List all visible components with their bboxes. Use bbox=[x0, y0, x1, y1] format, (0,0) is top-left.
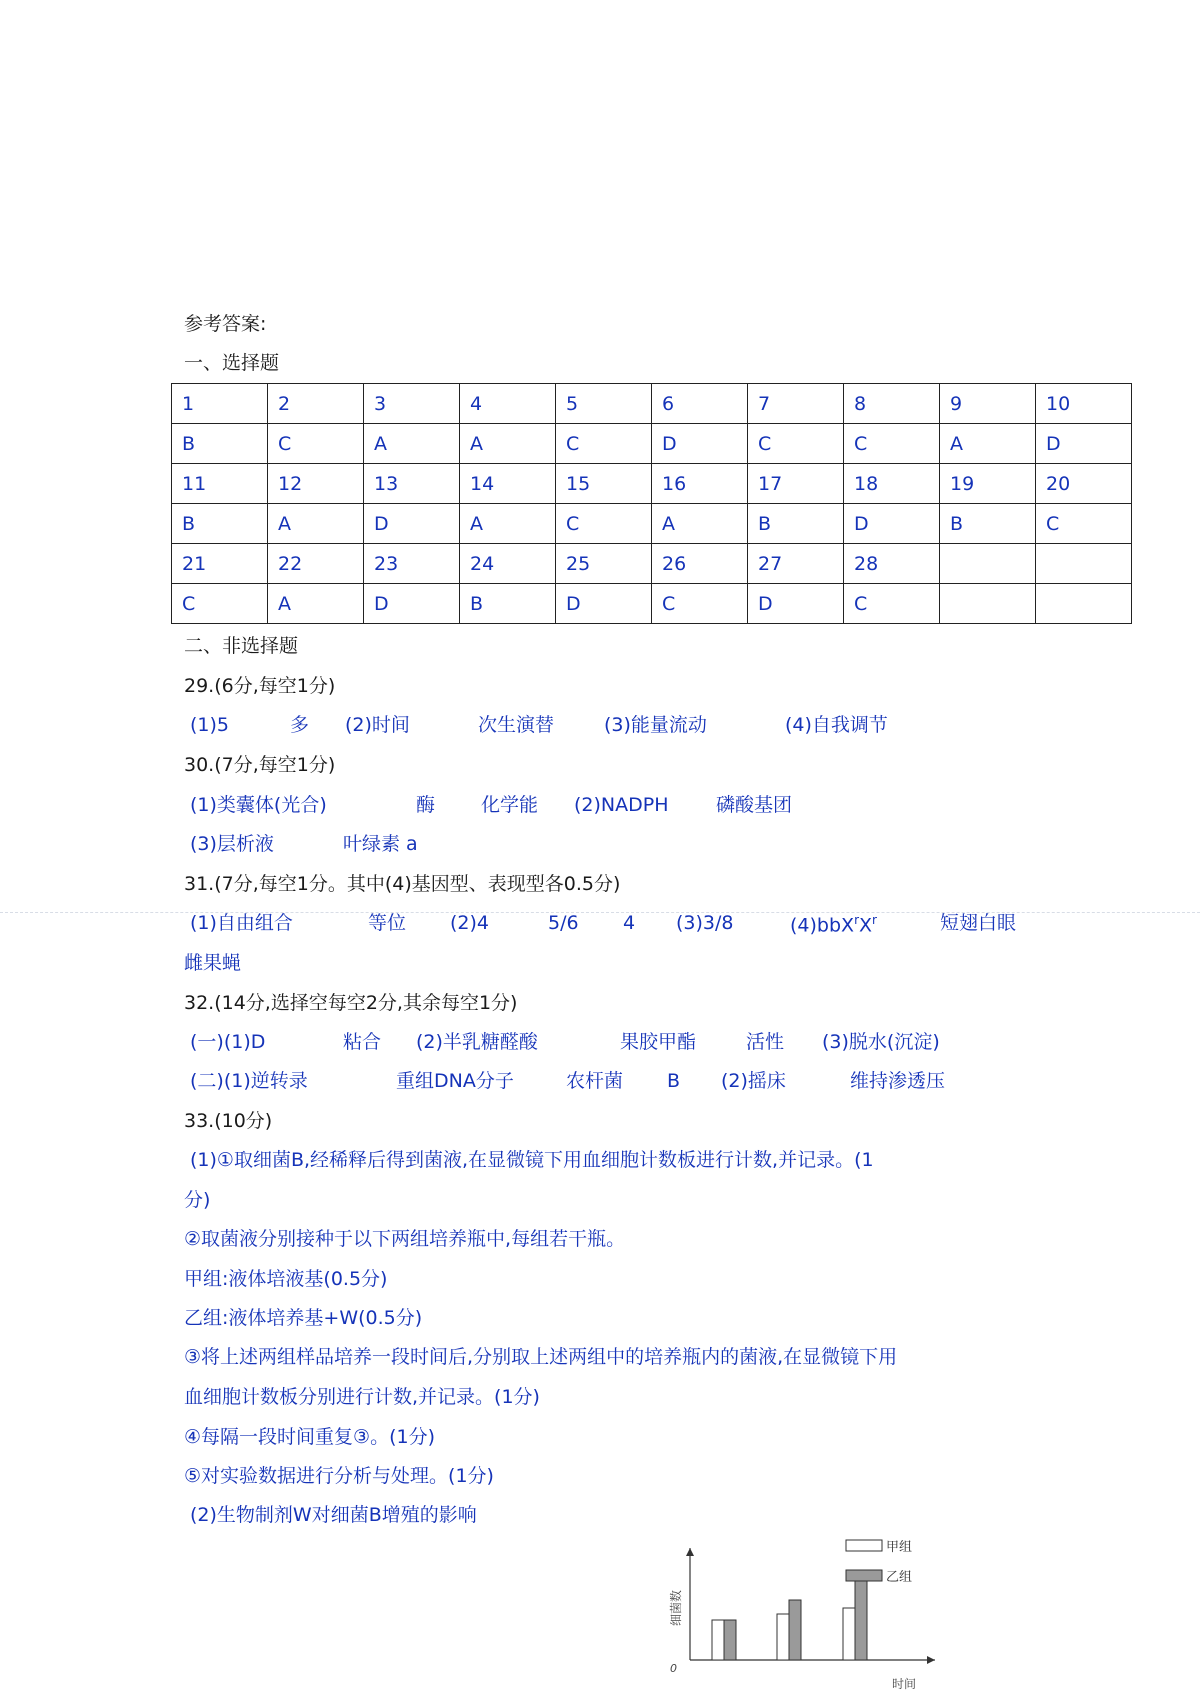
question-number-cell: 4 bbox=[460, 384, 556, 424]
question-number-cell: 3 bbox=[364, 384, 460, 424]
q33-step: (1)①取细菌B,经稀释后得到菌液,在显微镜下用血细胞计数板进行计数,并记录。(1 bbox=[190, 1149, 874, 1171]
answer-cell: B bbox=[748, 504, 844, 544]
q33-step: ④每隔一段时间重复③。(1分) bbox=[184, 1426, 435, 1448]
q31-answer: 等位 bbox=[368, 912, 407, 934]
multiple-choice-answer-table bbox=[171, 383, 1132, 624]
q30-answer: (1)类囊体(光合) bbox=[190, 794, 327, 816]
answer-cell: D bbox=[748, 584, 844, 624]
q33-step: ②取菌液分别接种于以下两组培养瓶中,每组若干瓶。 bbox=[184, 1228, 626, 1250]
answer-cell: B bbox=[460, 584, 556, 624]
answer-cell: D bbox=[1036, 424, 1132, 464]
page-title: 参考答案: bbox=[184, 313, 267, 335]
q31-genotype-x: X bbox=[859, 914, 873, 937]
q32-answer: (2)摇床 bbox=[721, 1070, 786, 1092]
answer-cell: C bbox=[844, 584, 940, 624]
q33-step: 乙组:液体培养基+W(0.5分) bbox=[184, 1307, 423, 1329]
question-number-cell: 2 bbox=[268, 384, 364, 424]
answer-cell: D bbox=[556, 584, 652, 624]
question-number-cell: 7 bbox=[748, 384, 844, 424]
question-number-cell: 15 bbox=[556, 464, 652, 504]
question-number-cell: 28 bbox=[844, 544, 940, 584]
question-number-cell: 6 bbox=[652, 384, 748, 424]
q31-genotype-sup: r bbox=[854, 913, 859, 927]
q31-answer: 雌果蝇 bbox=[184, 952, 242, 974]
answer-cell: A bbox=[940, 424, 1036, 464]
question-number-cell: 10 bbox=[1036, 384, 1132, 424]
q31-genotype bbox=[790, 914, 877, 935]
answer-cell: D bbox=[844, 504, 940, 544]
q31-answer: (1)自由组合 bbox=[190, 912, 293, 934]
page-divider bbox=[0, 912, 1200, 913]
q31-answer: (3)3/8 bbox=[676, 912, 734, 934]
question-number-cell: 19 bbox=[940, 464, 1036, 504]
answer-cell: C bbox=[748, 424, 844, 464]
answer-cell: C bbox=[556, 424, 652, 464]
answer-cell: C bbox=[1036, 504, 1132, 544]
answer-row bbox=[172, 504, 1132, 544]
answer-cell: D bbox=[652, 424, 748, 464]
q30-heading: 30.(7分,每空1分) bbox=[184, 754, 336, 776]
question-number-cell: 23 bbox=[364, 544, 460, 584]
q31-answer: 4 bbox=[623, 912, 636, 934]
x-axis-label: 时间 bbox=[892, 1677, 917, 1691]
q29-answer: (1)5 bbox=[190, 714, 230, 736]
q30-answer: 磷酸基团 bbox=[716, 794, 793, 816]
origin-label: 0 bbox=[670, 1662, 677, 1675]
answer-cell: D bbox=[364, 504, 460, 544]
q32-answer: 维持渗透压 bbox=[850, 1070, 946, 1092]
bar-jia-1 bbox=[712, 1620, 724, 1660]
q33-step: 甲组:液体培液基(0.5分) bbox=[184, 1268, 388, 1290]
question-number-row bbox=[172, 384, 1132, 424]
q31-answer: 5/6 bbox=[548, 912, 579, 934]
q31-answer: (2)4 bbox=[450, 912, 490, 934]
q32-answer: 粘合 bbox=[343, 1031, 382, 1053]
q30-answer: 酶 bbox=[416, 794, 436, 816]
question-number-cell: 20 bbox=[1036, 464, 1132, 504]
question-number-cell: 5 bbox=[556, 384, 652, 424]
section-multiple-choice: 一、选择题 bbox=[184, 352, 280, 374]
q30-answer: 化学能 bbox=[481, 794, 539, 816]
bar-yi-2 bbox=[789, 1600, 801, 1660]
q32-answer: 果胶甲酯 bbox=[620, 1031, 697, 1053]
answer-row bbox=[172, 424, 1132, 464]
question-number-cell: 11 bbox=[172, 464, 268, 504]
question-number-row bbox=[172, 544, 1132, 584]
q33-step: ⑤对实验数据进行分析与处理。(1分) bbox=[184, 1465, 494, 1487]
q32-answer: 活性 bbox=[746, 1031, 785, 1053]
answer-cell: C bbox=[556, 504, 652, 544]
x-axis-arrow bbox=[927, 1656, 935, 1664]
q29-heading: 29.(6分,每空1分) bbox=[184, 675, 336, 697]
question-number-row bbox=[172, 464, 1132, 504]
answer-cell bbox=[1036, 584, 1132, 624]
legend-label: 甲组 bbox=[886, 1540, 913, 1555]
q33-step: 分) bbox=[184, 1189, 211, 1211]
answer-cell: C bbox=[172, 584, 268, 624]
answer-cell: C bbox=[652, 584, 748, 624]
question-number-cell: 27 bbox=[748, 544, 844, 584]
q30-answer: (2)NADPH bbox=[574, 794, 669, 816]
q32-answer: (二)(1)逆转录 bbox=[190, 1070, 308, 1092]
q32-answer: 重组DNA分子 bbox=[396, 1070, 514, 1092]
y-axis-arrow bbox=[686, 1548, 694, 1556]
question-number-cell: 8 bbox=[844, 384, 940, 424]
answer-cell: D bbox=[364, 584, 460, 624]
q33-step: (2)生物制剂W对细菌B增殖的影响 bbox=[190, 1504, 477, 1526]
q31-genotype-sup: r bbox=[872, 913, 877, 927]
answer-cell bbox=[940, 584, 1036, 624]
q32-answer: (2)半乳糖醛酸 bbox=[416, 1031, 538, 1053]
bacteria-count-bar-chart bbox=[660, 1530, 980, 1698]
q29-answer: 次生演替 bbox=[478, 714, 555, 736]
question-number-cell bbox=[1036, 544, 1132, 584]
legend-swatch bbox=[846, 1570, 882, 1581]
question-number-cell: 22 bbox=[268, 544, 364, 584]
answer-cell: B bbox=[172, 504, 268, 544]
q29-answer: (2)时间 bbox=[345, 714, 410, 736]
q31-answer: 短翅白眼 bbox=[940, 912, 1017, 934]
question-number-cell: 24 bbox=[460, 544, 556, 584]
section-non-choice: 二、非选择题 bbox=[184, 635, 299, 657]
question-number-cell bbox=[940, 544, 1036, 584]
q32-heading: 32.(14分,选择空每空2分,其余每空1分) bbox=[184, 992, 518, 1014]
bar-jia-2 bbox=[777, 1614, 789, 1660]
answer-cell: A bbox=[268, 584, 364, 624]
answer-cell: B bbox=[940, 504, 1036, 544]
question-number-cell: 12 bbox=[268, 464, 364, 504]
q31-heading: 31.(7分,每空1分。其中(4)基因型、表现型各0.5分) bbox=[184, 873, 621, 895]
y-axis-label: 细菌数 bbox=[669, 1589, 683, 1627]
legend-swatch bbox=[846, 1540, 882, 1551]
answer-cell: A bbox=[652, 504, 748, 544]
bar-yi-1 bbox=[724, 1620, 736, 1660]
question-number-cell: 21 bbox=[172, 544, 268, 584]
answer-cell: C bbox=[844, 424, 940, 464]
q31-genotype-base: (4)bbX bbox=[790, 914, 855, 937]
answer-cell: A bbox=[268, 504, 364, 544]
q33-step: 血细胞计数板分别进行计数,并记录。(1分) bbox=[184, 1386, 540, 1408]
q32-answer: B bbox=[667, 1070, 681, 1092]
question-number-cell: 14 bbox=[460, 464, 556, 504]
q29-answer: (3)能量流动 bbox=[604, 714, 707, 736]
answer-cell: C bbox=[268, 424, 364, 464]
answer-cell: A bbox=[460, 424, 556, 464]
legend-label: 乙组 bbox=[886, 1570, 913, 1585]
q32-answer: (一)(1)D bbox=[190, 1031, 266, 1053]
q32-answer: (3)脱水(沉淀) bbox=[822, 1031, 940, 1053]
answer-row bbox=[172, 584, 1132, 624]
question-number-cell: 9 bbox=[940, 384, 1036, 424]
q30-answer: (3)层析液 bbox=[190, 833, 274, 855]
question-number-cell: 25 bbox=[556, 544, 652, 584]
answer-cell: B bbox=[172, 424, 268, 464]
q29-answer: (4)自我调节 bbox=[785, 714, 888, 736]
question-number-cell: 13 bbox=[364, 464, 460, 504]
q29-answer: 多 bbox=[290, 714, 310, 736]
question-number-cell: 18 bbox=[844, 464, 940, 504]
bar-yi-3 bbox=[855, 1580, 867, 1660]
q30-answer: 叶绿素 a bbox=[343, 833, 418, 855]
bar-jia-3 bbox=[843, 1608, 855, 1660]
question-number-cell: 1 bbox=[172, 384, 268, 424]
question-number-cell: 17 bbox=[748, 464, 844, 504]
answer-cell: A bbox=[364, 424, 460, 464]
answer-cell: A bbox=[460, 504, 556, 544]
question-number-cell: 16 bbox=[652, 464, 748, 504]
q32-answer: 农杆菌 bbox=[566, 1070, 624, 1092]
q33-step: ③将上述两组样品培养一段时间后,分别取上述两组中的培养瓶内的菌液,在显微镜下用 bbox=[184, 1346, 898, 1368]
q33-heading: 33.(10分) bbox=[184, 1110, 273, 1132]
question-number-cell: 26 bbox=[652, 544, 748, 584]
